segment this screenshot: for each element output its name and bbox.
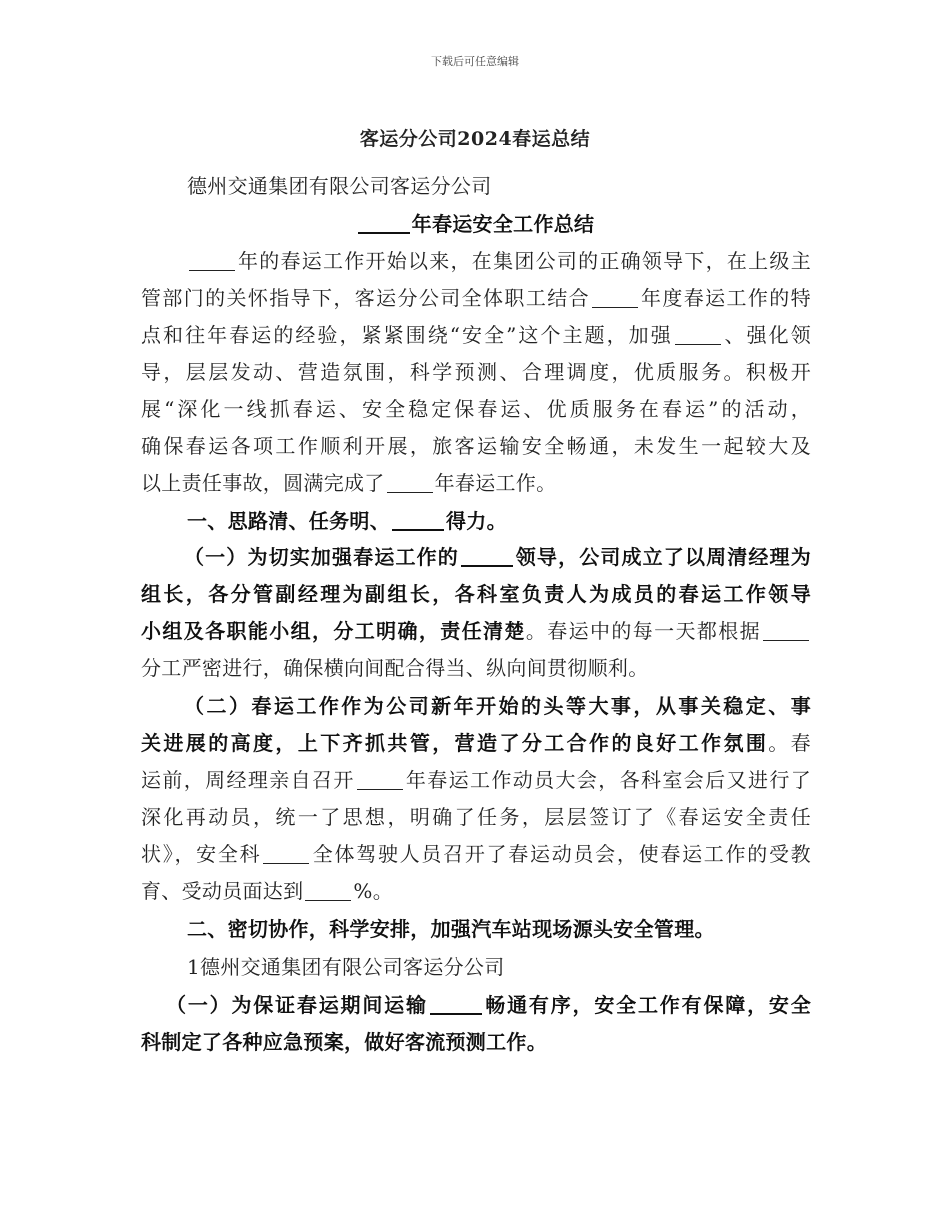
blank-field bbox=[675, 326, 721, 345]
blank-field bbox=[430, 995, 482, 1015]
para2-line-1: （二）春运工作作为公司新年开始的头等大事，从事关稳定、事 bbox=[184, 694, 811, 718]
para1-line-3: 小组及各职能小组，分工明确，责任清楚。春运中的每一天都根据 bbox=[141, 617, 811, 645]
company-line: 德州交通集团有限公司客运分公司 bbox=[187, 174, 492, 198]
intro-line-3: 点和往年春运的经验，紧紧围绕“安全”这个主题，加强 、强化领 bbox=[141, 323, 811, 347]
heading-1: 一、思路清、任务明、 得力。 bbox=[187, 509, 507, 533]
intro-line-7: 以上责任事故，圆满完成了 年春运工作。 bbox=[141, 471, 557, 495]
intro-line-4: 导，层层发动、营造氛围，科学预测、合理调度，优质服务。积极开 bbox=[141, 360, 811, 384]
para1-line-2: 组长，各分管副经理为副组长，各科室负责人为成员的春运工作领导 bbox=[141, 582, 811, 606]
blank-field bbox=[263, 845, 309, 864]
blank-field bbox=[592, 289, 638, 308]
blank-field bbox=[357, 771, 403, 790]
blank-field bbox=[461, 547, 513, 567]
heading-2: 二、密切协作，科学安排，加强汽车站现场源头安全管理。 bbox=[187, 917, 715, 941]
blank-field bbox=[392, 511, 444, 531]
para3-line-1: （一）为保证春运期间运输 畅通有序，安全工作有保障，安全 bbox=[166, 993, 811, 1017]
document-title: 客运分公司2024春运总结 bbox=[359, 128, 591, 150]
blank-field bbox=[189, 252, 235, 271]
para2-line-6: 育、受动员面达到 %。 bbox=[141, 879, 394, 903]
header-note: 下载后可任意编辑 bbox=[431, 55, 519, 68]
intro-line-6: 确保春运各项工作顺利开展，旅客运输安全畅通，未发生一起较大及 bbox=[141, 434, 811, 458]
intro-line-5: 展“深化一线抓春运、安全稳定保春运、优质服务在春运”的活动， bbox=[141, 397, 811, 421]
intro-line-1: 年的春运工作开始以来，在集团公司的正确领导下，在上级主 bbox=[187, 247, 811, 275]
para1-line-1: （一）为切实加强春运工作的 领导，公司成立了以周清经理为 bbox=[184, 545, 811, 569]
para2-line-4: 深化再动员，统一了思想，明确了任务，层层签订了《春运安全责任 bbox=[141, 805, 811, 829]
intro-line-2: 管部门的关怀指导下，客运分公司全体职工结合 年度春运工作的特 bbox=[141, 286, 811, 310]
section-title: 年春运安全工作总结 bbox=[0, 210, 950, 238]
para2-line-5: 状》，安全科 全体驾驶人员召开了春运动员会，使春运工作的受教 bbox=[141, 842, 811, 866]
para3-line-2: 科制定了各种应急预案，做好客流预测工作。 bbox=[141, 1030, 547, 1054]
footer-company-line: 1德州交通集团有限公司客运分公司 bbox=[187, 955, 505, 979]
para2-line-3: 运前，周经理亲自召开 年春运工作动员大会，各科室会后又进行了 bbox=[141, 768, 812, 792]
para2-line-2: 关进展的高度，上下齐抓共管，营造了分工合作的良好工作氛围。春 bbox=[141, 731, 811, 755]
blank-field bbox=[358, 214, 410, 234]
blank-field bbox=[387, 474, 433, 493]
blank-field bbox=[305, 882, 351, 901]
para1-line-4: 分工严密进行，确保横向间配合得当、纵向间贯彻顺利。 bbox=[141, 656, 649, 680]
blank-field bbox=[763, 622, 809, 641]
